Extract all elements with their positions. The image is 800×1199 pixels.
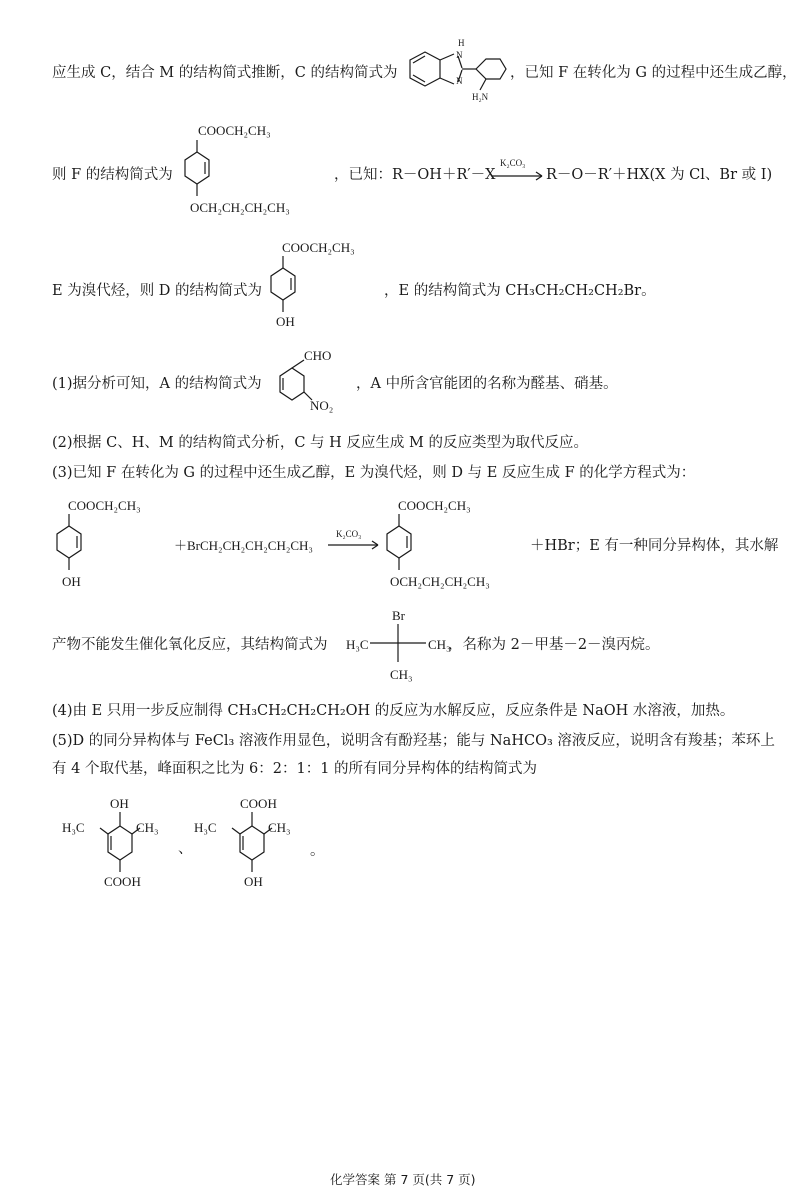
eq-condition: K₂CO₃ — [336, 529, 362, 539]
q5-text-a: (5)D 的同分异构体与 FeCl₃ 溶液作用显色，说明含有酚羟基；能与 NaHCO₃ 溶液反应，说明含有羧基；苯环上 — [52, 733, 775, 749]
structure-d-top: COOCH₂CH₃ — [282, 240, 355, 255]
eq-f-top: COOCH₂CH₃ — [398, 498, 471, 513]
end-mark: 。 — [310, 843, 325, 859]
text-line-3b: ，E 的结构简式为 CH₃CH₂CH₂CH₂Br。 — [384, 283, 656, 299]
text-line-1a: 应生成 C，结合 M 的结构简式推断，C 的结构简式为 — [52, 65, 398, 81]
structure-d-bottom: OH — [276, 314, 295, 329]
eq-d-ring — [54, 514, 84, 576]
eq-f-bottom: OCH₂CH₂CH₂CH₃ — [390, 574, 490, 589]
struct-tb-right: CH₃ — [428, 637, 451, 652]
structure-f-bottom: OCH₂CH₂CH₂CH₃ — [190, 200, 290, 215]
page-footer: 化学答案 第 7 页(共 7 页) — [330, 1172, 476, 1187]
text-line-3a: E 为溴代烃，则 D 的结构简式为 — [52, 283, 263, 299]
struct-tb-bottom: CH₃ — [390, 667, 413, 682]
eq-f-ring — [384, 514, 414, 576]
q3b-text-a: 产物不能发生催化氧化反应，其结构简式为 — [52, 637, 328, 653]
eq-arrow — [328, 541, 380, 551]
reaction-condition-1: K₂CO₃ — [500, 158, 526, 168]
text-line-1b: ，已知 F 在转化为 G 的过程中还生成乙醇， — [510, 65, 797, 81]
q5-text-b: 有 4 个取代基，峰面积之比为 6：2：1：1 的所有同分异构体的结构简式为 — [52, 761, 538, 777]
structure-a-no2: NO₂ — [310, 398, 334, 413]
struct-tb-left: H₃C — [346, 637, 369, 652]
eq-d-bottom: OH — [62, 574, 81, 589]
q1-text-b: ，A 中所含官能团的名称为醛基、硝基。 — [356, 376, 618, 392]
structure-c-h: H — [458, 38, 465, 48]
structure-c-n2: N — [456, 76, 463, 86]
eq-reagent: ＋BrCH₂CH₂CH₂CH₂CH₃ — [174, 538, 313, 553]
q1-text-a: (1)据分析可知，A 的结构简式为 — [52, 376, 262, 392]
iso2-bottom: OH — [244, 874, 263, 889]
q3-text: (3)已知 F 在转化为 G 的过程中还生成乙醇，E 为溴代烃，则 D 与 E 反应生成 F 的化学方程式为： — [52, 465, 696, 481]
eq-tail: ＋HBr；E 有一种同分异构体，其水解 — [530, 538, 779, 554]
q3b-text-b: ，名称为 2－甲基－2－溴丙烷。 — [448, 637, 660, 653]
iso2-right: CH₃ — [268, 820, 291, 835]
structure-c-bonds — [390, 32, 510, 112]
structure-f-ring — [182, 140, 212, 202]
iso1-bottom: COOH — [104, 874, 141, 889]
structure-f-top: COOCH₂CH₃ — [198, 123, 271, 138]
structure-a-cho: CHO — [304, 348, 332, 363]
iso2-left: H₃C — [194, 820, 217, 835]
q4-text: (4)由 E 只用一步反应制得 CH₃CH₂CH₂CH₂OH 的反应为水解反应，反应条件是 NaOH 水溶液，加热。 — [52, 703, 735, 719]
q2-text: (2)根据 C、H、M 的结构简式分析，C 与 H 反应生成 M 的反应类型为取代反应。 — [52, 435, 588, 451]
struct-tb-br: Br — [392, 608, 405, 623]
text-line-2b: ，已知：R－OH＋R′－X — [334, 167, 496, 183]
iso1-right: CH₃ — [136, 820, 159, 835]
struct-tb-bonds — [370, 622, 430, 668]
text-line-2a: 则 F 的结构简式为 — [52, 167, 173, 183]
iso1-top: OH — [110, 796, 129, 811]
iso2-top: COOH — [240, 796, 277, 811]
eq-d-top: COOCH₂CH₃ — [68, 498, 141, 513]
iso1-left: H₃C — [62, 820, 85, 835]
structure-c-nh2: H₂N — [472, 92, 489, 102]
separator: 、 — [178, 841, 193, 857]
text-line-2c: R－O－R′＋HX(X 为 Cl、Br 或 I) — [546, 167, 773, 183]
reaction-arrow-1 — [492, 172, 544, 182]
structure-c-n1: N — [456, 50, 463, 60]
structure-d-ring — [268, 256, 298, 318]
